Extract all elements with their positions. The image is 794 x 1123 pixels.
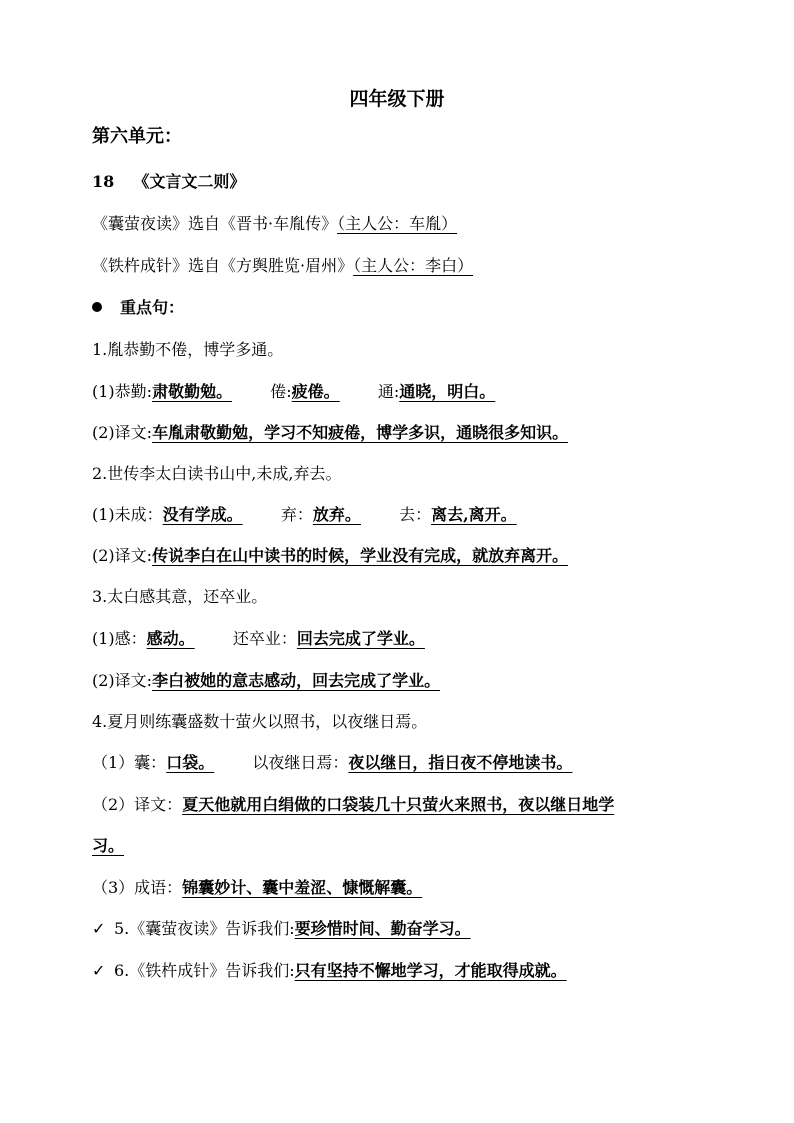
word-label: 弃： bbox=[280, 505, 313, 524]
translation-label: (2)译文: bbox=[92, 546, 153, 565]
sentence-4-translation bbox=[92, 794, 614, 816]
word-answer: 通晓，明白。 bbox=[399, 382, 496, 401]
translation-answer: 习。 bbox=[92, 836, 125, 855]
source-hero: （主人公：车胤） bbox=[337, 214, 458, 233]
source-line-2 bbox=[92, 255, 473, 277]
source-text: 《囊萤夜读》选自《晋书·车胤传》 bbox=[92, 214, 338, 233]
translation-answer: 传说李白在山中读书的时候，学业没有完成，就放弃离开。 bbox=[152, 546, 569, 565]
takeaway-label: 5.《囊萤夜读》告诉我们: bbox=[114, 919, 295, 938]
translation-label: （2）译文： bbox=[92, 795, 183, 814]
word-label: 去： bbox=[399, 505, 432, 524]
check-icon: ✓ bbox=[92, 961, 106, 980]
translation-label: (2)译文: bbox=[92, 423, 153, 442]
word-label: 通: bbox=[377, 382, 400, 401]
word-answer: 没有学成。 bbox=[162, 505, 243, 524]
idiom-answer: 锦囊妙计、囊中羞涩、慷慨解囊。 bbox=[182, 878, 423, 897]
sentence-2-translation bbox=[92, 545, 568, 567]
translation-answer: 夏天他就用白绢做的口袋装几十只萤火来照书，夜以继日地学 bbox=[182, 795, 615, 814]
sentence-2: 2.世传李太白读书山中,未成,弃去。 bbox=[92, 464, 342, 483]
sentence-3-translation bbox=[92, 670, 440, 692]
word-answer: 肃敬勤勉。 bbox=[152, 382, 233, 401]
sentence-4-translation-cont bbox=[92, 835, 124, 857]
word-label: 以夜继日焉： bbox=[252, 753, 349, 772]
word-answer: 夜以继日，指日夜不停地读书。 bbox=[348, 753, 573, 772]
key-sentences-heading bbox=[92, 297, 184, 319]
source-hero: （主人公：李白） bbox=[353, 256, 474, 275]
translation-answer: 李白被她的意志感动，回去完成了学业。 bbox=[152, 671, 441, 690]
word-answer: 回去完成了学业。 bbox=[296, 629, 425, 648]
sentence-4: 4.夏月则练囊盛数十萤火以照书，以夜继日焉。 bbox=[92, 712, 428, 731]
sentence-4-idioms bbox=[92, 877, 422, 899]
source-line-1 bbox=[92, 213, 457, 235]
word-label: (1)感： bbox=[92, 629, 147, 648]
lesson-heading bbox=[92, 171, 245, 193]
word-answer: 感动。 bbox=[146, 629, 195, 648]
word-label: 还卒业： bbox=[232, 629, 297, 648]
check-icon: ✓ bbox=[92, 919, 106, 938]
page-title: 四年级下册 bbox=[349, 88, 445, 110]
word-answer: 离去,离开。 bbox=[431, 505, 517, 524]
sentence-2-words bbox=[92, 504, 517, 526]
takeaway-5 bbox=[92, 918, 471, 940]
sentence-1-translation bbox=[92, 422, 568, 444]
sentence-4-words bbox=[92, 752, 572, 774]
word-answer: 口袋。 bbox=[166, 753, 215, 772]
takeaway-answer: 只有坚持不懈地学习，才能取得成就。 bbox=[294, 961, 567, 980]
sentence-1-words bbox=[92, 381, 495, 403]
word-label: （1）囊： bbox=[92, 753, 167, 772]
takeaway-answer: 要珍惜时间、勤奋学习。 bbox=[294, 919, 471, 938]
sentence-3: 3.太白感其意，还卒业。 bbox=[92, 587, 268, 606]
source-text: 《铁杵成针》选自《方舆胜览·眉州》 bbox=[92, 256, 354, 275]
sentence-1: 1.胤恭勤不倦，博学多通。 bbox=[92, 340, 284, 359]
word-label: (1)恭勤: bbox=[92, 382, 153, 401]
sentence-3-words bbox=[92, 628, 425, 650]
word-answer: 放弃。 bbox=[312, 505, 361, 524]
lesson-name: 《文言文二则》 bbox=[133, 172, 246, 191]
translation-label: (2)译文: bbox=[92, 671, 153, 690]
takeaway-label: 6.《铁杵成针》告诉我们: bbox=[114, 961, 295, 980]
bullet-icon bbox=[92, 302, 102, 312]
translation-answer: 车胤肃敬勤勉，学习不知疲倦，博学多识，通晓很多知识。 bbox=[152, 423, 569, 442]
takeaway-6 bbox=[92, 960, 567, 982]
lesson-number: 18 bbox=[92, 172, 115, 191]
unit-heading: 第六单元： bbox=[92, 126, 182, 147]
word-answer: 疲倦。 bbox=[291, 382, 340, 401]
word-label: (1)未成： bbox=[92, 505, 163, 524]
word-label: 倦: bbox=[270, 382, 292, 401]
idiom-label: （3）成语： bbox=[92, 878, 183, 897]
key-label: 重点句： bbox=[120, 298, 185, 317]
